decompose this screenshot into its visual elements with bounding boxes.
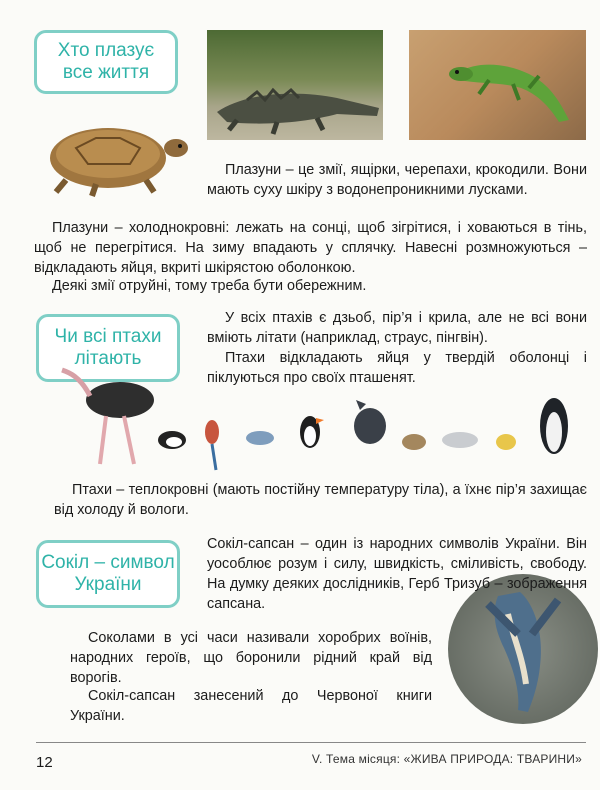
section-title-line: Хто плазує	[57, 40, 155, 61]
footer-divider	[36, 742, 586, 743]
section-title-falcon	[36, 540, 180, 608]
crocodile-photo	[207, 30, 383, 140]
reptiles-paragraph-1: Плазуни – це змії, ящірки, черепахи, крокодили. Вони мають суху шкіру з водонепроникними лусками.	[207, 162, 587, 198]
section-title-reptiles	[34, 30, 178, 94]
reptiles-paragraph-3: Деякі змії отруйні, тому треба бути обережним.	[52, 278, 367, 294]
falcon-paragraph-3: Сокіл-сапсан занесений до Червоної книги України.	[70, 688, 432, 724]
falcon-paragraph-2: Соколами в усі часи називали хоробрих воїнів, народних героїв, що боронили рідний край від ворогів.	[70, 630, 432, 686]
reptiles-paragraph-2: Плазуни – холоднокровні: лежать на сонці, щоб зігрітися, і ховаються в тінь, щоб не перегрітися. На зиму впадають у сплячку. Навесні розмножуються – відкладають яйця, вкриті шкірястою оболонкою.	[34, 220, 587, 276]
birds-illustration	[40, 366, 588, 472]
birds-paragraph-2: Птахи відкладають яйця у твердій оболонці і піклуються про своїх пташенят.	[207, 350, 587, 386]
lizard-photo	[409, 30, 586, 140]
section-title-line: все життя	[62, 62, 150, 83]
section-title-line: України	[74, 574, 142, 595]
falcon-paragraph-1: Сокіл-сапсан – один із народних символів України. Він уособлює розум і силу, швидкість, сміливість, свободу. На думку деяких дослідників, Герб Тризуб – зображення сапсана.	[207, 536, 587, 612]
section-title-line: літають	[74, 348, 142, 369]
turtle-image	[26, 118, 192, 200]
section-title-line: Чи всі птахи	[54, 326, 162, 347]
birds-paragraph-1: У всіх птахів є дзьоб, пір’я і крила, але не всі вони вміють літати (наприклад, страус, пінгвін).	[207, 310, 587, 346]
birds-paragraph-3: Птахи – теплокровні (мають постійну температуру тіла), а їхнє пір’я захищає від холоду й вологи.	[54, 482, 587, 518]
section-title-line: Сокіл – символ	[41, 552, 175, 573]
footer-chapter: V. Тема місяця: «ЖИВА ПРИРОДА: ТВАРИНИ»	[311, 752, 582, 766]
page-number: 12	[36, 754, 53, 771]
